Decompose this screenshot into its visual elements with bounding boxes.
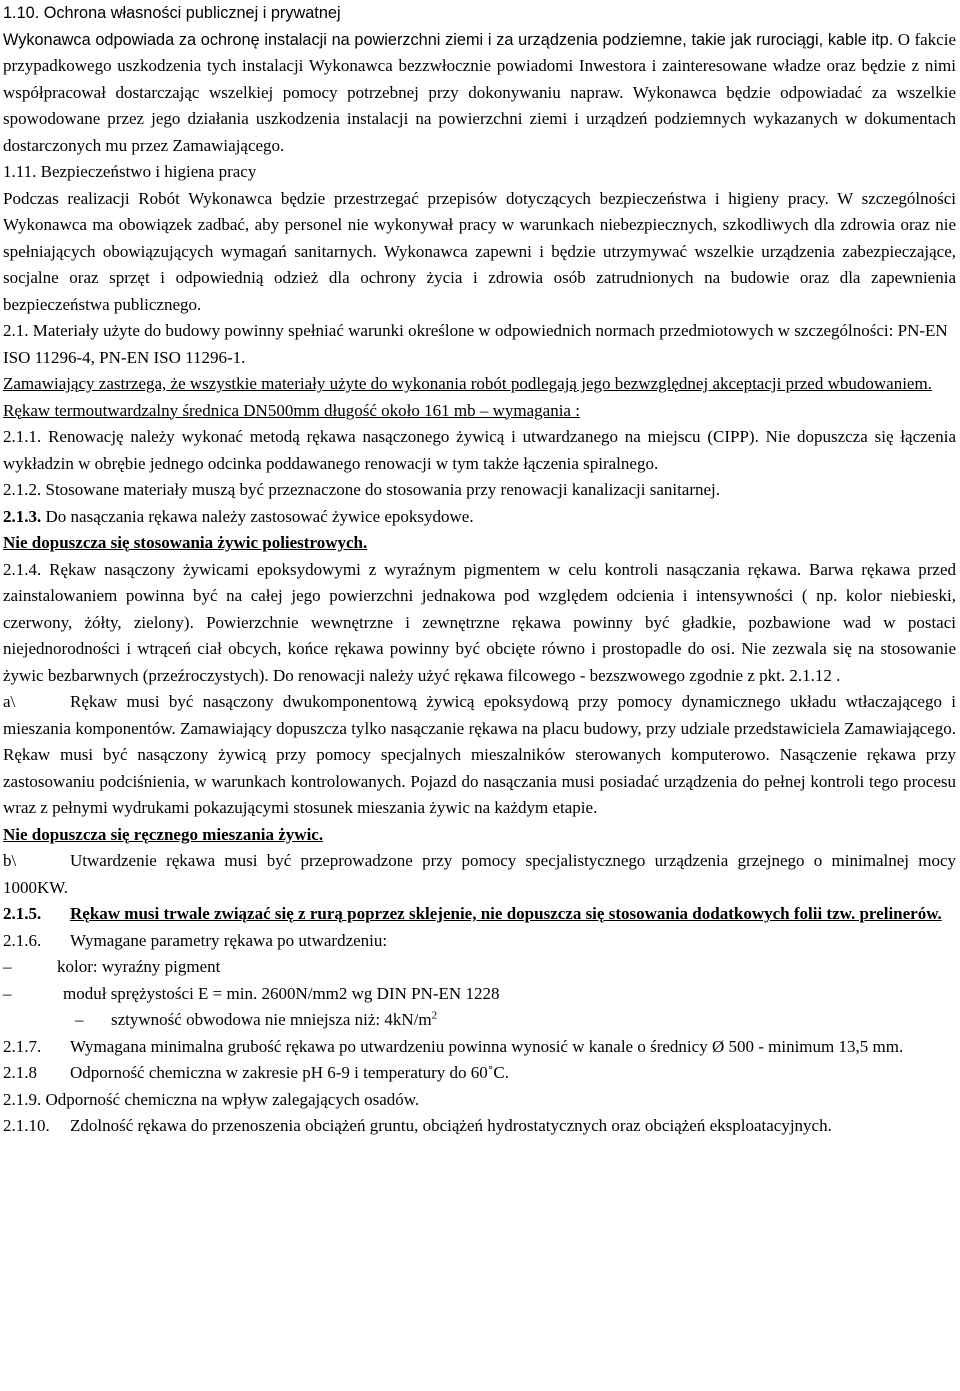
section-1-10-body-c: Wykonawca będzie odpowiadać za wszelkie spowodowane przez jego działania uszkodzenia instalacji na powierzchni ziemi i urządzeń podziemnych wykazanych w dokumentach dostarczonych mu przez Zamawiającego. (3, 82, 956, 155)
section-2-1-10-text: Zdolność rękawa do przenoszenia obciążeń gruntu, obciążeń hydrostatycznych oraz obciążeń eksploatacyjnych. (70, 1116, 832, 1135)
item-a-label: a\ (3, 692, 16, 711)
param-stiffness (111, 1007, 437, 1034)
section-2-1-6-number: 2.1.6. (3, 930, 42, 950)
section-2-1-5 (3, 901, 956, 928)
section-2-1-10 (3, 1113, 956, 1140)
item-b-text: Utwardzenie rękawa musi być przeprowadzone przy pomocy specjalistycznego urządzenia grzejnego o minimalnej mocy 1000KW. (3, 851, 956, 897)
section-1-10-body-b: O fakcie przypadkowego uszkodzenia tych instalacji Wykonawca bezzwłocznie powiadomi Inwestora i zainteresowane władze oraz będzie z nimi współpracował dostarczając wszelkiej pomocy potrzebnej przy dokonywaniu napraw. (3, 29, 956, 102)
section-2-1-3-text: Do nasączania rękawa należy zastosować żywice epoksydowe. (41, 506, 474, 526)
section-2-1-6 (3, 928, 956, 955)
section-2-1-7-number: 2.1.7. (3, 1036, 42, 1056)
section-2-1-1: 2.1.1. Renowację należy wykonać metodą rękawa nasączonego żywicą i utwardzanego na miejscu (CIPP). Nie dopuszcza się łączenia wykładzin w obrębie jednego odcinka poddawanego renowacji w tym także łączenia spiralnego. (3, 427, 956, 473)
param-stiffness-text: sztywność obwodowa nie mniejsza niż: 4kN/m (111, 1010, 432, 1029)
section-1-10-heading: 1.10. Ochrona własności publicznej i prywatnej (3, 4, 341, 22)
section-2-1-10-number: 2.1.10. (3, 1116, 50, 1135)
section-2-1-8-number: 2.1.8 (3, 1063, 37, 1082)
dash-marker: – (3, 957, 12, 976)
section-2-1-8 (3, 1060, 956, 1087)
section-1-10-body-a: Wykonawca odpowiada za ochronę instalacji na powierzchni ziemi i za urządzenia podziemne, takie jak rurociągi, kable itp. (3, 30, 894, 49)
dash-marker: – (75, 1010, 84, 1029)
param-item (3, 981, 956, 1008)
polyester-warning: Nie dopuszcza się stosowania żywic poliestrowych. (3, 533, 368, 552)
param-item (3, 954, 956, 981)
section-1-11-heading: 1.11. Bezpieczeństwo i higiena pracy (3, 162, 257, 181)
section-1-10-body (3, 27, 956, 160)
sleeve-requirements-heading: Rękaw termoutwardzalny średnica DN500mm długość około 161 mb – wymagania : (3, 400, 580, 420)
section-2-1-8-text: Odporność chemiczna w zakresie pH 6-9 i temperatury do 60˚C. (70, 1063, 510, 1082)
dash-marker: – (3, 983, 12, 1003)
item-a-text: Rękaw musi być nasączony dwukomponentową żywicą epoksydową przy pomocy dynamicznego układu wtłaczającego i mieszania komponentów. Zamawiający dopuszcza tylko nasączanie rękawa na placu budowy, przy udziale przedstawiciela Zamawiającego. Rękaw musi być nasączony żywicą przy pomocy specjalnych mieszalników sterowanych komputerowo. Nasączenie rękawa przy zastosowaniu podciśnienia, w warunkach kontrolowanych. Pojazd do nasączania musi posiadać urządzenia do pełnej kontroli tego procesu wraz z pełnymi wydrukami pokazującymi stosunek mieszania żywic na każdym etapie. (3, 692, 956, 817)
section-2-1-text: 2.1. Materiały użyte do budowy powinny spełniać warunki określone w odpowiednich normach przedmiotowych w szczególności: PN-EN ISO 11296-4, PN-EN ISO 11296-1. (3, 321, 948, 367)
param-item (3, 1007, 956, 1034)
section-2-1-5-text: Rękaw musi trwale związać się z rurą poprzez sklejenie, nie dopuszcza się stosowania dodatkowych folii tzw. prelinerów. (70, 904, 942, 923)
section-2-1-3-number: 2.1.3. (3, 506, 42, 526)
manual-mixing-warning: Nie dopuszcza się ręcznego mieszania żywic. (3, 824, 324, 844)
param-color: kolor: wyraźny pigment (57, 957, 221, 976)
item-b-label: b\ (3, 851, 17, 870)
reservation-text: Zamawiający zastrzega, że wszystkie materiały użyte do wykonania robót podlegają jego bezwzględnej akceptacji przed wbudowaniem. (3, 374, 932, 393)
section-2-1-6-text: Wymagane parametry rękawa po utwardzeniu: (70, 930, 388, 950)
section-2-1-9: 2.1.9. Odporność chemiczna na wpływ zalegających osadów. (3, 1089, 420, 1109)
section-2-1-4: 2.1.4. Rękaw nasączony żywicami epoksydowymi z wyraźnym pigmentem w celu kontroli nasączania rękawa. Barwa rękawa przed zainstalowaniem powinna być na całej jego powierzchni jednakowa pod względem odcienia i intensywności ( np. kolor niebieski, czerwony, żółty, zielony). Powierzchnie wewnętrzne i zewnętrzne rękawa powinny być gładkie, pozbawione wad w postaci niejednorodności i wtrąceń ciał obcych, końce rękawa powinny być obcięte równo i prostopadle do osi. Nie zezwala się na stosowanie żywic bezbarwnych (przeźroczystych). Do renowacji należy użyć rękawa filcowego - bezszwowego zgodnie z pkt. 2.1.12 . (3, 559, 956, 685)
superscript: 2 (431, 1009, 438, 1022)
section-2-1-7-text: Wymagana minimalna grubość rękawa po utwardzeniu powinna wynosić w kanale o średnicy Ø 500 - minimum 13,5 mm. (70, 1036, 904, 1056)
section-1-11-body: Podczas realizacji Robót Wykonawca będzie przestrzegać przepisów dotyczących bezpieczeństwa i higieny pracy. W szczególności Wykonawca ma obowiązek zadbać, aby personel nie wykonywał pracy w warunkach niebezpiecznych, szkodliwych dla zdrowia oraz nie spełniających obowiązujących wymagań sanitarnych. Wykonawca zapewni i będzie utrzymywać wszelkie urządzenia zabezpieczające, socjalne oraz sprzęt i odpowiednią odzież dla ochrony życia i zdrowia osób zatrudnionych na budowie oraz dla zapewnienia bezpieczeństwa publicznego. (3, 188, 956, 314)
section-2-1-7 (3, 1034, 956, 1061)
section-2-1-5-number: 2.1.5. (3, 904, 42, 923)
section-2-1-3 (3, 504, 956, 531)
param-modulus: moduł sprężystości E = min. 2600N/mm2 wg DIN PN-EN 1228 (63, 983, 500, 1003)
section-2-1-2: 2.1.2. Stosowane materiały muszą być przeznaczone do stosowania przy renowacji kanalizacji sanitarnej. (3, 480, 721, 499)
